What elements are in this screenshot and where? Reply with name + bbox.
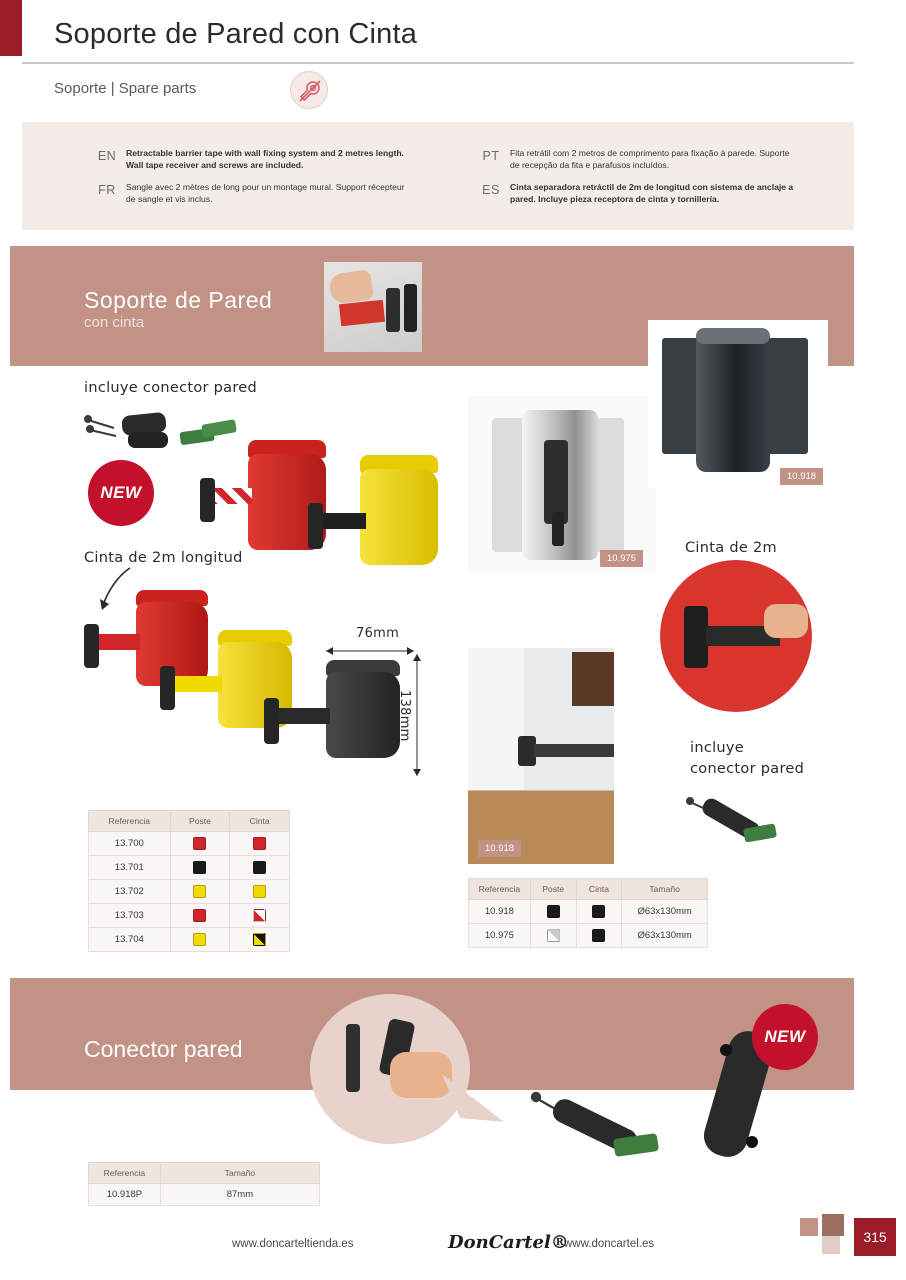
- cell-poste: [170, 904, 230, 928]
- th-referencia: Referencia: [89, 811, 171, 832]
- cell-ref: 13.702: [89, 880, 171, 904]
- cell-ref: 10.975: [469, 924, 531, 948]
- photo-hand: [328, 269, 374, 305]
- table-left: [88, 810, 290, 952]
- unit-tape: [316, 513, 366, 529]
- note-includes-connector-2-line1: incluye: [690, 740, 745, 756]
- banner-photo: [324, 262, 422, 352]
- cell-cinta: [230, 928, 290, 952]
- th-tamano: Tamaño: [622, 879, 708, 900]
- photo-bracket-2: [404, 284, 417, 332]
- th-cinta: Cinta: [576, 879, 622, 900]
- lang-text-pt: Fita retrátil com 2 metros de comprimento para fixação à parede. Suporte de recepção da fita e parafusos incluídos.: [510, 148, 790, 170]
- unit-body: [360, 469, 438, 565]
- lang-code-fr: FR: [98, 183, 116, 197]
- new-badge-section2: NEW: [752, 1004, 818, 1070]
- cell-cinta: [576, 924, 622, 948]
- th-cinta: Cinta: [230, 811, 290, 832]
- cell-cinta: [576, 900, 622, 924]
- photo-black-unit: [648, 320, 828, 488]
- cell-ref: 10.918: [469, 900, 531, 924]
- photo-circle-tape: [660, 560, 812, 712]
- table-row: [89, 1184, 320, 1206]
- table-left-header-row: [89, 811, 290, 832]
- photo-wall-install: [468, 648, 614, 864]
- unit-tape: [92, 634, 140, 650]
- title-divider: [22, 62, 854, 64]
- lang-text-es: Cinta separadora retráctil de 2m de longitud con sistema de anclaje a pared. Incluye pieza receptora de cinta y tornillería.: [510, 182, 794, 204]
- note-includes-connector: incluye conector pared: [84, 380, 258, 396]
- unit-arm: [308, 503, 323, 549]
- swatch-cinta-striped: [253, 909, 266, 922]
- connector-parts-icon: [686, 790, 796, 870]
- unit-arm: [200, 478, 215, 522]
- lang-row-pt: [472, 148, 798, 171]
- photo-bracket-1: [386, 288, 400, 332]
- lang-code-es: ES: [482, 183, 500, 197]
- swatch-cinta: [253, 837, 266, 850]
- cell-cinta: [230, 832, 290, 856]
- language-panel: [22, 122, 854, 230]
- cell-size: Ø63x130mm: [622, 900, 708, 924]
- section1-subtitle: con cinta: [84, 314, 145, 331]
- footer-square-3: [822, 1214, 844, 1236]
- swatch-poste: [193, 861, 206, 874]
- swatch-cinta: [592, 929, 605, 942]
- th-referencia: Referencia: [469, 879, 531, 900]
- tag-10975: 10.975: [600, 550, 643, 567]
- unit-tape: [168, 676, 222, 692]
- lang-text-fr: Sangle avec 2 mètres de long pour un montage mural. Support récepteur de sangle et vis inclus.: [126, 182, 405, 204]
- dimension-height: 138mm: [397, 690, 412, 742]
- unit-arm: [84, 624, 99, 668]
- section2-title: Conector pared: [84, 1036, 243, 1062]
- lang-row-fr: [88, 182, 414, 205]
- lang-code-en: EN: [97, 149, 117, 163]
- table-row: [89, 904, 290, 928]
- page-number: 315: [854, 1218, 896, 1256]
- table-row: [89, 832, 290, 856]
- lang-text-en: Retractable barrier tape with wall fixing system and 2 metres length. Wall tape receiver and screws are included.: [126, 148, 404, 170]
- table-row: [469, 924, 708, 948]
- bubble-connector-small: [346, 1024, 360, 1092]
- footer-link-right[interactable]: www.doncartel.es: [564, 1238, 655, 1250]
- cell-cinta: [230, 880, 290, 904]
- table-section2: [88, 1162, 320, 1206]
- section1-title: Soporte de Pared: [84, 287, 273, 313]
- unit-tape: [272, 708, 330, 724]
- tag-10918: 10.918: [780, 468, 823, 485]
- cell-size: 87mm: [160, 1184, 319, 1206]
- th-poste: Poste: [530, 879, 576, 900]
- page-title: Soporte de Pared con Cinta: [54, 18, 418, 50]
- swatch-poste: [193, 885, 206, 898]
- swatch-cinta-striped: [253, 933, 266, 946]
- table-right: [468, 878, 708, 948]
- cell-poste: [170, 832, 230, 856]
- wrench-icon-glyph: [298, 79, 322, 103]
- table-row: [469, 900, 708, 924]
- tag-wall-10918: 10.918: [478, 840, 521, 857]
- swatch-cinta: [253, 861, 266, 874]
- cell-ref: 13.703: [89, 904, 171, 928]
- lang-row-en: [88, 148, 414, 171]
- cell-ref: 13.701: [89, 856, 171, 880]
- bubble-pointer: [440, 1070, 510, 1130]
- swatch-cinta: [592, 905, 605, 918]
- footer-link-left[interactable]: www.doncarteltienda.es: [232, 1238, 354, 1250]
- photo-tape: [339, 300, 385, 326]
- cell-poste: [530, 924, 576, 948]
- cell-ref: 10.918P: [89, 1184, 161, 1206]
- unit-body: [326, 672, 400, 758]
- note-tape-2m: Cinta de 2m: [685, 540, 777, 556]
- table-right-header-row: [469, 879, 708, 900]
- unit-arm: [160, 666, 175, 710]
- cell-poste: [170, 928, 230, 952]
- unit-black: [258, 660, 418, 790]
- wrench-icon: [290, 71, 328, 109]
- note-includes-connector-2-line2: conector pared: [690, 761, 805, 777]
- swatch-poste: [193, 933, 206, 946]
- photo-steel-unit: [468, 396, 656, 574]
- th-tamano: Tamaño: [160, 1163, 319, 1184]
- table-row: [89, 880, 290, 904]
- cell-size: Ø63x130mm: [622, 924, 708, 948]
- cell-cinta: [230, 904, 290, 928]
- dimension-width-arrow: [322, 644, 418, 658]
- header-accent-bar: [0, 0, 22, 56]
- unit-arm: [264, 698, 279, 744]
- dimension-width: 76mm: [356, 626, 400, 641]
- cell-poste: [170, 856, 230, 880]
- breadcrumb: Soporte | Spare parts: [54, 80, 197, 97]
- lang-row-es: [472, 182, 798, 205]
- cell-cinta: [230, 856, 290, 880]
- footer-brand: DonCartel®: [448, 1232, 569, 1253]
- swatch-cinta: [253, 885, 266, 898]
- cell-poste: [530, 900, 576, 924]
- cell-ref: 13.700: [89, 832, 171, 856]
- dimension-height-arrow: [410, 650, 424, 780]
- table-row: [89, 856, 290, 880]
- th-referencia: Referencia: [89, 1163, 161, 1184]
- swatch-poste: [193, 909, 206, 922]
- th-poste: Poste: [170, 811, 230, 832]
- table-row: [89, 928, 290, 952]
- cell-poste: [170, 880, 230, 904]
- cell-ref: 13.704: [89, 928, 171, 952]
- footer-square-2: [822, 1236, 840, 1254]
- lang-code-pt: PT: [482, 149, 500, 163]
- section2-parts-icon: [528, 1084, 688, 1174]
- swatch-poste: [193, 837, 206, 850]
- new-badge-section1: NEW: [88, 460, 154, 526]
- swatch-poste: [547, 929, 560, 942]
- note-tape-length: Cinta de 2m longitud: [84, 550, 243, 566]
- swatch-poste: [547, 905, 560, 918]
- footer-square-1: [800, 1218, 818, 1236]
- table-section2-header-row: [89, 1163, 320, 1184]
